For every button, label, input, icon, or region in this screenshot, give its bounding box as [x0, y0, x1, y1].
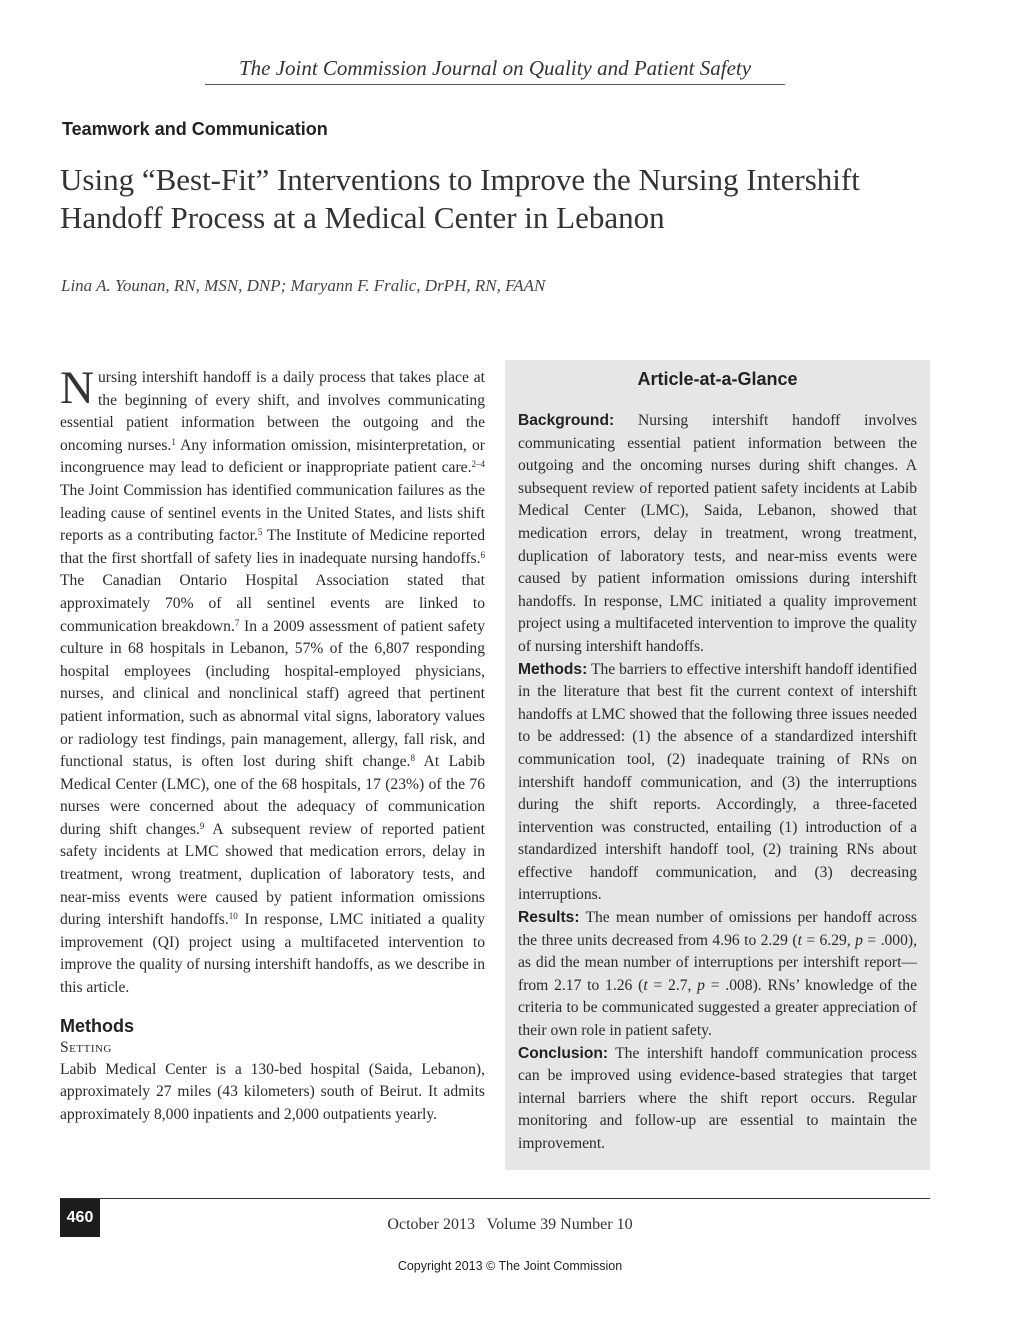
- stat-symbol: p: [697, 976, 705, 994]
- intro-text: In response, LMC initiated a quality improvement (QI) project using a multifaceted intervention to improve the quality of nursing intershift handoffs, as we describe in this article.: [60, 911, 485, 997]
- results-text: = .008). RNs’ knowledge of the criteria to be communicated suggested a greater appreciation of their own role in patient safety.: [518, 976, 918, 1040]
- methods-heading: Methods: [60, 1015, 134, 1036]
- stat-symbol: t: [643, 976, 648, 994]
- glance-methods: [518, 659, 917, 908]
- reference: 7: [234, 617, 240, 628]
- reference: 1: [171, 436, 176, 447]
- methods-text: The barriers to effective intershift handoff identified in the literature that best fit the current context of intershift handoffs at LMC showed that the following three issues needed to be addressed: (1) the absence of a standardized intershift communication tool, (2) inadequate training of RNs on intershift handoff communication, and (3) the interruptions during the shift reports. Accordingly, a three-faceted intervention was constructed, entailing (1) introduction of a standardized intershift handoff tool, (2) training RNs about effective handoff communication, and (3) decreasing interruptions.: [518, 660, 917, 904]
- drop-cap: N: [60, 362, 94, 414]
- glance-results: [518, 907, 917, 1043]
- results-text: = 2.7,: [647, 976, 698, 994]
- intro-text: ursing intershift handoff is a daily process that takes place at the beginning of every shift, and involves communicating essential patient information between the outgoing and the oncoming nurses.: [60, 369, 485, 454]
- section-label: Teamwork and Communication: [62, 119, 328, 139]
- setting-paragraph: Labib Medical Center is a 130-bed hospital (Saida, Lebanon), approximately 27 miles (43 kilometers) south of Beirut. It admits approximately 8,000 inpatients and 2,000 outpatients yearly.: [60, 1060, 485, 1123]
- stat-symbol: p: [855, 931, 863, 949]
- intro-text: The Joint Commission has identified communication failures as the leading cause of sentinel events in the United States, and lists shift reports as a contributing factor.: [60, 481, 485, 545]
- glance-conclusion: [518, 1043, 917, 1156]
- intro-text: In a 2009 assessment of patient safety culture in 68 hospitals in Lebanon, 57% of the 6,807 responding hospital employees (including hospital-employed physicians, nurses, and clinical and nonclinical staff) agreed that pertinent patient information, such as abnormal vital signs, laboratory values or radiology test findings, pain management, allergy, fall risk, and functional status, is often lost during shift change.: [60, 617, 485, 771]
- reference: 2–4: [471, 459, 485, 470]
- intro-text: The Institute of Medicine reported that the first shortfall of safety lies in inadequate nursing handoffs.: [60, 527, 485, 567]
- reference: 10: [228, 911, 238, 922]
- setting-subheading: Setting: [60, 1038, 112, 1056]
- reference: 9: [199, 820, 205, 831]
- background-text: Nursing intershift handoff involves communicating essential patient information between the outgoing and the oncoming nurses during shift changes. A subsequent review of reported patient safety incidents at Labib Medical Center (LMC), Saida, Lebanon, showed that medication errors, delay in treatment, wrong treatment, duplication of laboratory tests, and near-miss events were caused by patient information omissions during intershift handoffs. In response, LMC initiated a quality improvement project using a multifaceted intervention to improve the quality of nursing intershift handoffs.: [518, 412, 917, 655]
- article-at-a-glance-box: [505, 360, 930, 1170]
- copyright: Copyright 2013 © The Joint Commission: [397, 1259, 623, 1273]
- reference: 5: [257, 527, 263, 538]
- reference: 8: [410, 753, 415, 764]
- intro-text: At Labib Medical Center (LMC), one of the 68 hospitals, 17 (23%) of the 76 nurses were concerned about the adequacy of communication during shift changes.: [60, 753, 485, 838]
- glance-title: Article-at-a-Glance: [637, 369, 798, 389]
- stat-symbol: t: [797, 931, 802, 949]
- page-number: 460: [60, 1199, 100, 1237]
- results-text: The mean number of omissions per handoff across the three units decreased from 4.96 to 2.29 (: [518, 909, 917, 949]
- background-label: Background:: [518, 412, 615, 429]
- intro-text: Any information omission, misinterpretation, or incongruence may lead to deficient or inappropriate patient care.: [60, 436, 486, 477]
- intro-text: A subsequent review of reported patient safety incidents at LMC showed that medication errors, delay in treatment, wrong treatment, duplication of laboratory tests, and near-miss events were caused by patient information omissions during intershift handoffs.: [60, 820, 485, 929]
- footer-rule: [60, 1198, 930, 1199]
- glance-background: [518, 410, 917, 659]
- methods-label: Methods:: [518, 660, 588, 678]
- author-list: Lina A. Younan, RN, MSN, DNP; Maryann F. Fralic, DrPH, RN, FAAN: [61, 276, 546, 295]
- results-text: = .000), as did the mean number of interruptions per intershift report—from 2.17 to 1.26 (: [518, 931, 917, 994]
- results-text: = 6.29,: [801, 931, 856, 949]
- journal-title: The Joint Commission Journal on Quality and Patient Safety: [205, 56, 785, 85]
- article-title: Using “Best-Fit” Interventions to Improve the Nursing Intershift Handoff Process at a Medical Center in Lebanon: [60, 162, 860, 235]
- intro-text: The Canadian Ontario Hospital Association stated that approximately 70% of all sentinel events are linked to communication breakdown.: [60, 572, 485, 635]
- reference: 6: [480, 549, 485, 560]
- conclusion-label: Conclusion:: [518, 1044, 609, 1062]
- left-column: [60, 362, 486, 1126]
- issue-info: October 2013 Volume 39 Number 10: [387, 1216, 633, 1233]
- conclusion-text: The intershift handoff communication process can be improved using evidence-based strategies that target internal barriers where the shift report occurs. Regular monitoring and follow-up are essential to maintain the improvement.: [518, 1044, 917, 1152]
- results-label: Results:: [518, 909, 580, 927]
- intro-paragraph: [60, 362, 486, 1000]
